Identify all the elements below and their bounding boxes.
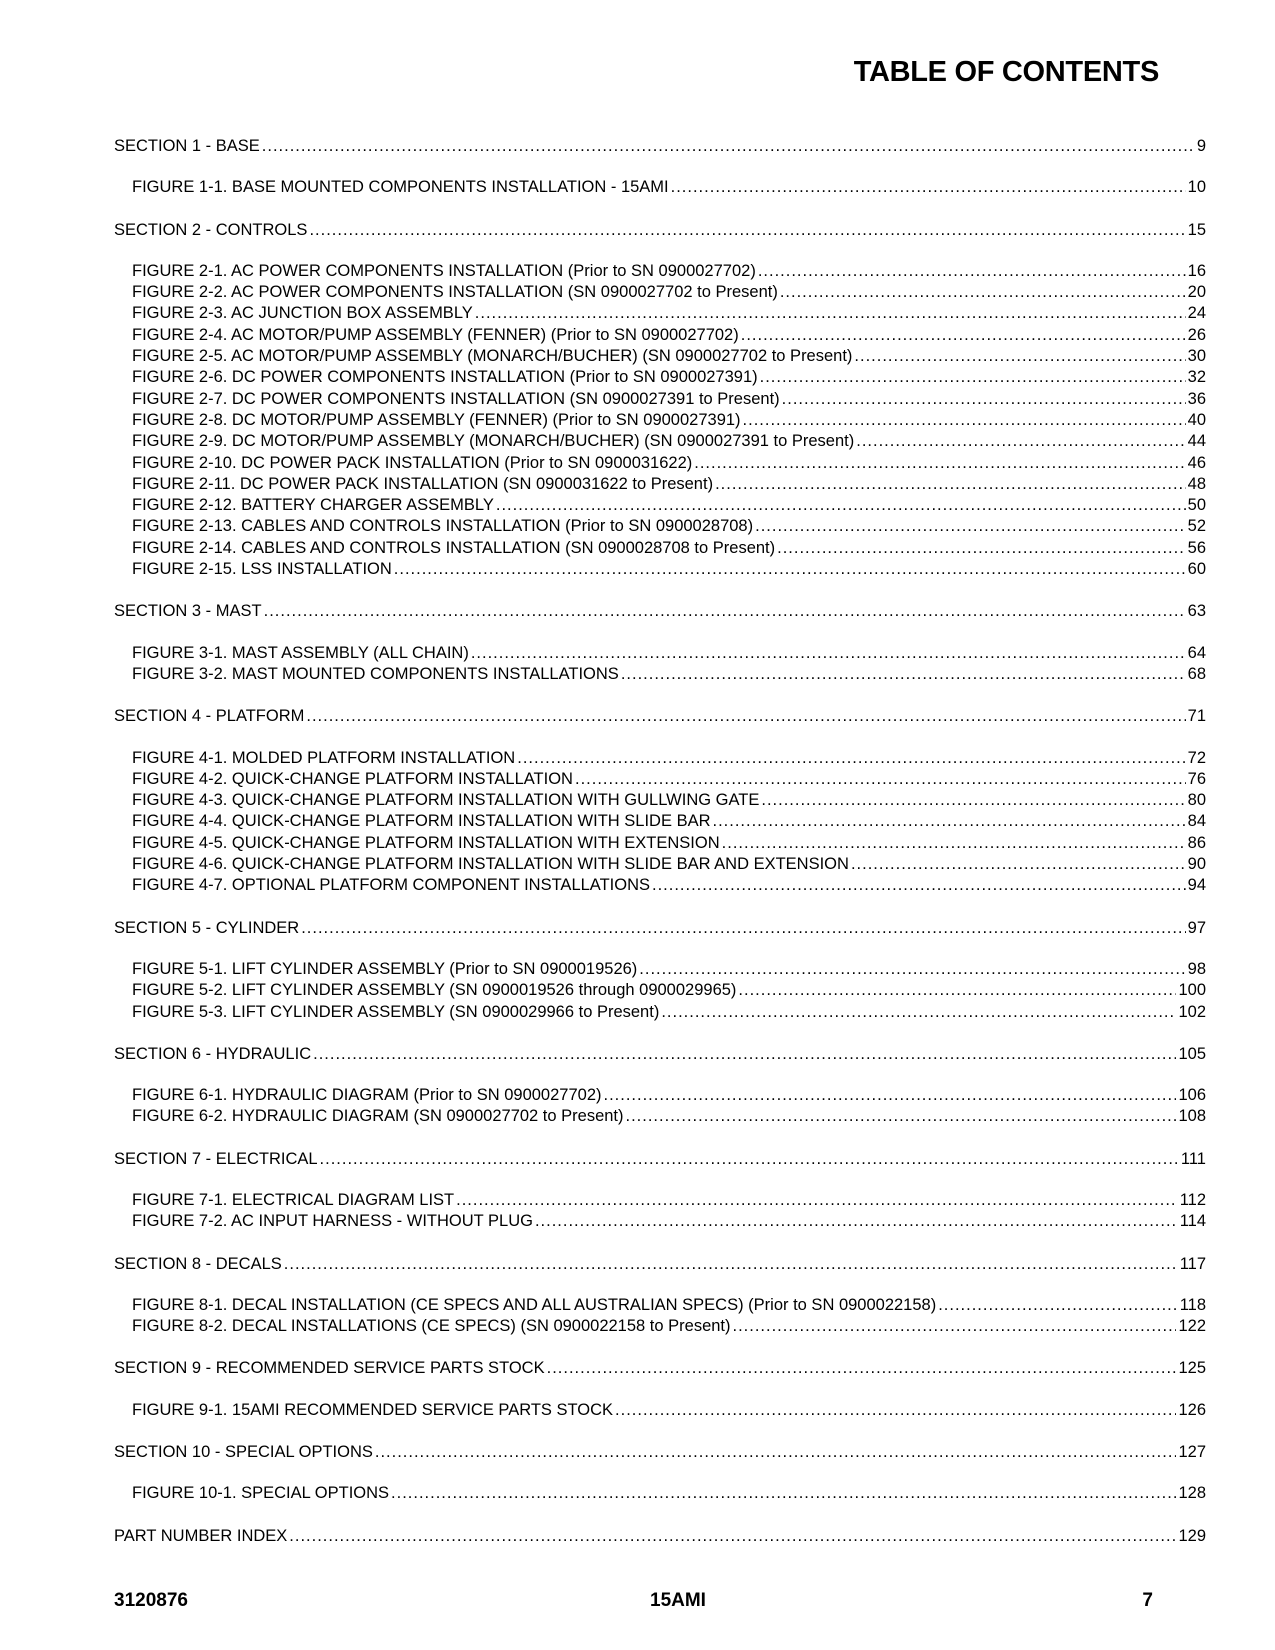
toc-entry-label: SECTION 10 - SPECIAL OPTIONS — [114, 1443, 373, 1462]
toc-section-entry[interactable] — [114, 1442, 1206, 1463]
toc-entry-page: 20 — [1187, 283, 1206, 302]
toc-dot-leader — [575, 769, 1186, 790]
toc-entry-label: FIGURE 5-3. LIFT CYLINDER ASSEMBLY (SN 0900029966 to Present) — [132, 1002, 660, 1021]
toc-entry-label: FIGURE 6-2. HYDRAULIC DIAGRAM (SN 0900027702 to Present) — [132, 1107, 624, 1126]
toc-entry-page: 24 — [1187, 304, 1206, 323]
toc-figure-entry[interactable] — [114, 833, 1206, 854]
toc-entry-page: 16 — [1187, 261, 1206, 280]
toc-entry-page: 117 — [1179, 1254, 1206, 1273]
toc-figure-entry[interactable] — [114, 516, 1206, 537]
toc-figure-entry[interactable] — [114, 325, 1206, 346]
toc-section-entry[interactable] — [114, 1254, 1206, 1275]
toc-entry-page: 108 — [1178, 1107, 1206, 1126]
toc-section-entry[interactable] — [114, 1358, 1206, 1379]
toc-entry-page: 112 — [1179, 1190, 1206, 1209]
toc-dot-leader — [755, 516, 1186, 537]
toc-entry-page: 52 — [1187, 517, 1206, 536]
toc-figure-entry[interactable] — [114, 559, 1206, 580]
toc-entry-page: 102 — [1178, 1002, 1206, 1021]
page-title: TABLE OF CONTENTS — [853, 56, 1159, 88]
toc-entry-label: FIGURE 5-2. LIFT CYLINDER ASSEMBLY (SN 0900019526 through 0900029965) — [132, 981, 737, 1000]
toc-entry-label: FIGURE 2-6. DC POWER COMPONENTS INSTALLATION (Prior to SN 0900027391) — [132, 368, 758, 387]
toc-entry-page: 68 — [1187, 664, 1206, 683]
toc-entry-page: 15 — [1187, 220, 1206, 239]
toc-entry-page: 48 — [1187, 474, 1206, 493]
toc-dot-leader — [301, 918, 1185, 939]
toc-entry-label: FIGURE 2-10. DC POWER PACK INSTALLATION (Prior to SN 0900031622) — [132, 453, 693, 472]
toc-entry-label: FIGURE 4-4. QUICK-CHANGE PLATFORM INSTALLATION WITH SLIDE BAR — [132, 812, 711, 831]
toc-entry-page: 100 — [1178, 981, 1206, 1000]
toc-entry-label: FIGURE 3-1. MAST ASSEMBLY (ALL CHAIN) — [132, 643, 469, 662]
toc-entry-page: 84 — [1187, 812, 1206, 831]
toc-figure-entry[interactable] — [114, 1483, 1206, 1504]
toc-figure-entry[interactable] — [114, 431, 1206, 452]
toc-figure-entry[interactable] — [114, 1316, 1206, 1337]
toc-entry-page: 114 — [1179, 1212, 1206, 1231]
toc-dot-leader — [621, 664, 1186, 685]
toc-section-entry[interactable] — [114, 706, 1206, 727]
toc-dot-leader — [517, 748, 1185, 769]
toc-entry-page: 71 — [1187, 707, 1206, 726]
toc-figure-entry[interactable] — [114, 811, 1206, 832]
toc-figure-entry[interactable] — [114, 1085, 1206, 1106]
toc-dot-leader — [547, 1358, 1177, 1379]
toc-dot-leader — [262, 136, 1195, 157]
toc-figure-entry[interactable] — [114, 980, 1206, 1001]
toc-figure-entry[interactable] — [114, 410, 1206, 431]
toc-entry-label: FIGURE 8-2. DECAL INSTALLATIONS (CE SPECS) (SN 0900022158 to Present) — [132, 1317, 731, 1336]
toc-entry-page: 46 — [1187, 453, 1206, 472]
toc-dot-leader — [777, 538, 1186, 559]
toc-dot-leader — [394, 559, 1186, 580]
toc-entry-label: FIGURE 2-9. DC MOTOR/PUMP ASSEMBLY (MONARCH/BUCHER) (SN 0900027391 to Present) — [132, 432, 855, 451]
toc-dot-leader — [733, 1316, 1177, 1337]
toc-entry-page: 126 — [1178, 1400, 1206, 1419]
toc-figure-entry[interactable] — [114, 177, 1206, 198]
toc-entry-label: PART NUMBER INDEX — [114, 1526, 288, 1545]
toc-figure-entry[interactable] — [114, 346, 1206, 367]
toc-entry-page: 94 — [1187, 876, 1206, 895]
toc-entry-page: 64 — [1187, 643, 1206, 662]
toc-dot-leader — [471, 643, 1186, 664]
toc-entry-label: FIGURE 2-15. LSS INSTALLATION — [132, 560, 392, 579]
toc-entry-label: FIGURE 3-2. MAST MOUNTED COMPONENTS INSTALLATIONS — [132, 664, 619, 683]
toc-entry-page: 90 — [1187, 855, 1206, 874]
toc-figure-entry[interactable] — [114, 282, 1206, 303]
toc-dot-leader — [782, 389, 1186, 410]
toc-entry-page: 125 — [1178, 1359, 1206, 1378]
toc-entry-label: FIGURE 2-1. AC POWER COMPONENTS INSTALLATION (Prior to SN 0900027702) — [132, 261, 756, 280]
toc-entry-page: 105 — [1178, 1044, 1206, 1063]
toc-dot-leader — [626, 1106, 1177, 1127]
toc-entry-label: FIGURE 4-3. QUICK-CHANGE PLATFORM INSTALLATION WITH GULLWING GATE — [132, 791, 760, 810]
toc-dot-leader — [938, 1295, 1177, 1316]
toc-figure-entry[interactable] — [114, 643, 1206, 664]
toc-dot-leader — [391, 1483, 1176, 1504]
toc-dot-leader — [284, 1254, 1178, 1275]
toc-entry-page: 26 — [1187, 325, 1206, 344]
toc-entry-label: FIGURE 2-3. AC JUNCTION BOX ASSEMBLY — [132, 304, 473, 323]
toc-figure-entry[interactable] — [114, 1106, 1206, 1127]
toc-entry-page: 80 — [1187, 791, 1206, 810]
toc-dot-leader — [722, 833, 1186, 854]
toc-entry-page: 63 — [1187, 602, 1206, 621]
toc-figure-entry[interactable] — [114, 1190, 1206, 1211]
toc-dot-leader — [761, 790, 1185, 811]
toc-figure-entry[interactable] — [114, 1295, 1206, 1316]
toc-dot-leader — [851, 854, 1186, 875]
toc-dot-leader — [854, 346, 1185, 367]
toc-entry-page: 111 — [1180, 1149, 1206, 1168]
toc-entry-page: 129 — [1178, 1526, 1206, 1545]
toc-figure-entry[interactable] — [114, 474, 1206, 495]
toc-entry-page: 60 — [1187, 560, 1206, 579]
toc-section-entry[interactable] — [114, 1149, 1206, 1170]
toc-dot-leader — [715, 474, 1186, 495]
toc-figure-entry[interactable] — [114, 261, 1206, 282]
toc-figure-entry[interactable] — [114, 303, 1206, 324]
toc-entry-page: 44 — [1187, 432, 1206, 451]
toc-entry-label: SECTION 3 - MAST — [114, 602, 262, 621]
toc-entry-label: FIGURE 2-14. CABLES AND CONTROLS INSTALLATION (SN 0900028708 to Present) — [132, 538, 776, 557]
toc-dot-leader — [758, 261, 1186, 282]
toc-dot-leader — [639, 959, 1185, 980]
toc-entry-page: 72 — [1187, 748, 1206, 767]
footer-model: 15AMI — [650, 1590, 706, 1611]
toc-dot-leader — [375, 1442, 1177, 1463]
toc-entry-page: 40 — [1187, 410, 1206, 429]
toc-entry-label: SECTION 6 - HYDRAULIC — [114, 1044, 312, 1063]
toc-dot-leader — [743, 410, 1186, 431]
toc-dot-leader — [661, 1002, 1176, 1023]
toc-entry-page: 76 — [1187, 769, 1206, 788]
toc-entry-label: FIGURE 8-1. DECAL INSTALLATION (CE SPECS AND ALL AUSTRALIAN SPECS) (Prior to SN 0900022158) — [132, 1295, 937, 1314]
toc-entry-label: FIGURE 4-1. MOLDED PLATFORM INSTALLATION — [132, 748, 516, 767]
toc-section-entry[interactable] — [114, 601, 1206, 622]
toc-entry-label: FIGURE 2-4. AC MOTOR/PUMP ASSEMBLY (FENNER) (Prior to SN 0900027702) — [132, 325, 739, 344]
toc-entry-label: FIGURE 2-11. DC POWER PACK INSTALLATION (SN 0900031622 to Present) — [132, 474, 714, 493]
toc-dot-leader — [306, 706, 1185, 727]
toc-dot-leader — [652, 875, 1186, 896]
toc-dot-leader — [760, 367, 1186, 388]
toc-dot-leader — [456, 1190, 1178, 1211]
footer-document-number: 3120876 — [114, 1590, 188, 1611]
toc-dot-leader — [320, 1149, 1179, 1170]
toc-dot-leader — [671, 177, 1186, 198]
toc-entry-page: 86 — [1187, 833, 1206, 852]
toc-entry-page: 106 — [1178, 1086, 1206, 1105]
toc-dot-leader — [604, 1085, 1177, 1106]
toc-entry-label: SECTION 5 - CYLINDER — [114, 918, 300, 937]
toc-figure-entry[interactable] — [114, 1002, 1206, 1023]
toc-entry-label: FIGURE 2-7. DC POWER COMPONENTS INSTALLATION (SN 0900027391 to Present) — [132, 389, 780, 408]
toc-figure-entry[interactable] — [114, 1400, 1206, 1421]
toc-figure-entry[interactable] — [114, 389, 1206, 410]
toc-figure-entry[interactable] — [114, 664, 1206, 685]
toc-entry-label: FIGURE 10-1. SPECIAL OPTIONS — [132, 1484, 390, 1503]
toc-figure-entry[interactable] — [114, 453, 1206, 474]
toc-entry-page: 122 — [1178, 1317, 1206, 1336]
toc-entry-label: FIGURE 2-13. CABLES AND CONTROLS INSTALLATION (Prior to SN 0900028708) — [132, 517, 754, 536]
toc-section-entry[interactable] — [114, 918, 1206, 939]
toc-entry-page: 118 — [1179, 1295, 1206, 1314]
toc-entry-page: 32 — [1187, 368, 1206, 387]
toc-dot-leader — [741, 325, 1186, 346]
toc-entry-label: FIGURE 6-1. HYDRAULIC DIAGRAM (Prior to SN 0900027702) — [132, 1086, 602, 1105]
toc-section-entry[interactable] — [114, 1526, 1206, 1547]
toc-entry-page: 56 — [1187, 538, 1206, 557]
toc-figure-entry[interactable] — [114, 495, 1206, 516]
toc-dot-leader — [615, 1400, 1176, 1421]
toc-figure-entry[interactable] — [114, 769, 1206, 790]
toc-entry-label: FIGURE 1-1. BASE MOUNTED COMPONENTS INSTALLATION - 15AMI — [132, 178, 669, 197]
toc-entry-label: FIGURE 9-1. 15AMI RECOMMENDED SERVICE PARTS STOCK — [132, 1400, 614, 1419]
toc-dot-leader — [309, 220, 1185, 241]
toc-figure-entry[interactable] — [114, 748, 1206, 769]
toc-entry-label: SECTION 7 - ELECTRICAL — [114, 1149, 318, 1168]
toc-entry-label: FIGURE 2-12. BATTERY CHARGER ASSEMBLY — [132, 496, 494, 515]
toc-section-entry[interactable] — [114, 1044, 1206, 1065]
toc-entry-label: FIGURE 4-5. QUICK-CHANGE PLATFORM INSTALLATION WITH EXTENSION — [132, 833, 720, 852]
toc-figure-entry[interactable] — [114, 1211, 1206, 1232]
toc-entry-label: SECTION 2 - CONTROLS — [114, 220, 308, 239]
toc-section-entry[interactable] — [114, 220, 1206, 241]
toc-dot-leader — [535, 1211, 1178, 1232]
toc-figure-entry[interactable] — [114, 790, 1206, 811]
toc-dot-leader — [313, 1044, 1176, 1065]
footer-page-number: 7 — [1142, 1590, 1153, 1611]
toc-dot-leader — [264, 601, 1186, 622]
toc-entry-label: SECTION 4 - PLATFORM — [114, 707, 305, 726]
toc-entry-label: SECTION 1 - BASE — [114, 137, 260, 155]
toc-entry-page: 128 — [1178, 1484, 1206, 1503]
toc-dot-leader — [475, 303, 1186, 324]
toc-entry-label: FIGURE 2-8. DC MOTOR/PUMP ASSEMBLY (FENNER) (Prior to SN 0900027391) — [132, 410, 741, 429]
toc-section-entry[interactable] — [114, 136, 1206, 157]
toc-entry-page: 9 — [1196, 137, 1206, 155]
toc-entry-label: FIGURE 4-6. QUICK-CHANGE PLATFORM INSTALLATION WITH SLIDE BAR AND EXTENSION — [132, 855, 849, 874]
toc-entry-label: FIGURE 4-7. OPTIONAL PLATFORM COMPONENT INSTALLATIONS — [132, 876, 650, 895]
toc-figure-entry[interactable] — [114, 538, 1206, 559]
toc-entry-label: FIGURE 2-2. AC POWER COMPONENTS INSTALLATION (SN 0900027702 to Present) — [132, 283, 778, 302]
toc-entry-label: FIGURE 2-5. AC MOTOR/PUMP ASSEMBLY (MONARCH/BUCHER) (SN 0900027702 to Present) — [132, 347, 853, 366]
toc-figure-entry[interactable] — [114, 367, 1206, 388]
table-of-contents — [114, 136, 1206, 1547]
toc-entry-label: FIGURE 7-2. AC INPUT HARNESS - WITHOUT PLUG — [132, 1212, 533, 1231]
toc-entry-label: SECTION 9 - RECOMMENDED SERVICE PARTS STOCK — [114, 1359, 545, 1378]
toc-dot-leader — [856, 431, 1185, 452]
toc-dot-leader — [694, 453, 1185, 474]
toc-entry-page: 50 — [1187, 496, 1206, 515]
toc-entry-label: FIGURE 5-1. LIFT CYLINDER ASSEMBLY (Prior to SN 0900019526) — [132, 959, 638, 978]
toc-entry-page: 36 — [1187, 389, 1206, 408]
toc-entry-label: SECTION 8 - DECALS — [114, 1254, 282, 1273]
toc-dot-leader — [289, 1526, 1176, 1547]
toc-dot-leader — [738, 980, 1176, 1001]
toc-figure-entry[interactable] — [114, 854, 1206, 875]
toc-dot-leader — [780, 282, 1186, 303]
toc-entry-page: 30 — [1187, 347, 1206, 366]
toc-figure-entry[interactable] — [114, 875, 1206, 896]
toc-dot-leader — [496, 495, 1186, 516]
toc-entry-page: 127 — [1178, 1443, 1206, 1462]
toc-entry-label: FIGURE 4-2. QUICK-CHANGE PLATFORM INSTALLATION — [132, 769, 573, 788]
toc-entry-page: 97 — [1187, 918, 1206, 937]
toc-entry-page: 98 — [1187, 959, 1206, 978]
toc-dot-leader — [713, 811, 1186, 832]
toc-entry-label: FIGURE 7-1. ELECTRICAL DIAGRAM LIST — [132, 1190, 455, 1209]
toc-entry-page: 10 — [1187, 178, 1206, 197]
toc-figure-entry[interactable] — [114, 959, 1206, 980]
